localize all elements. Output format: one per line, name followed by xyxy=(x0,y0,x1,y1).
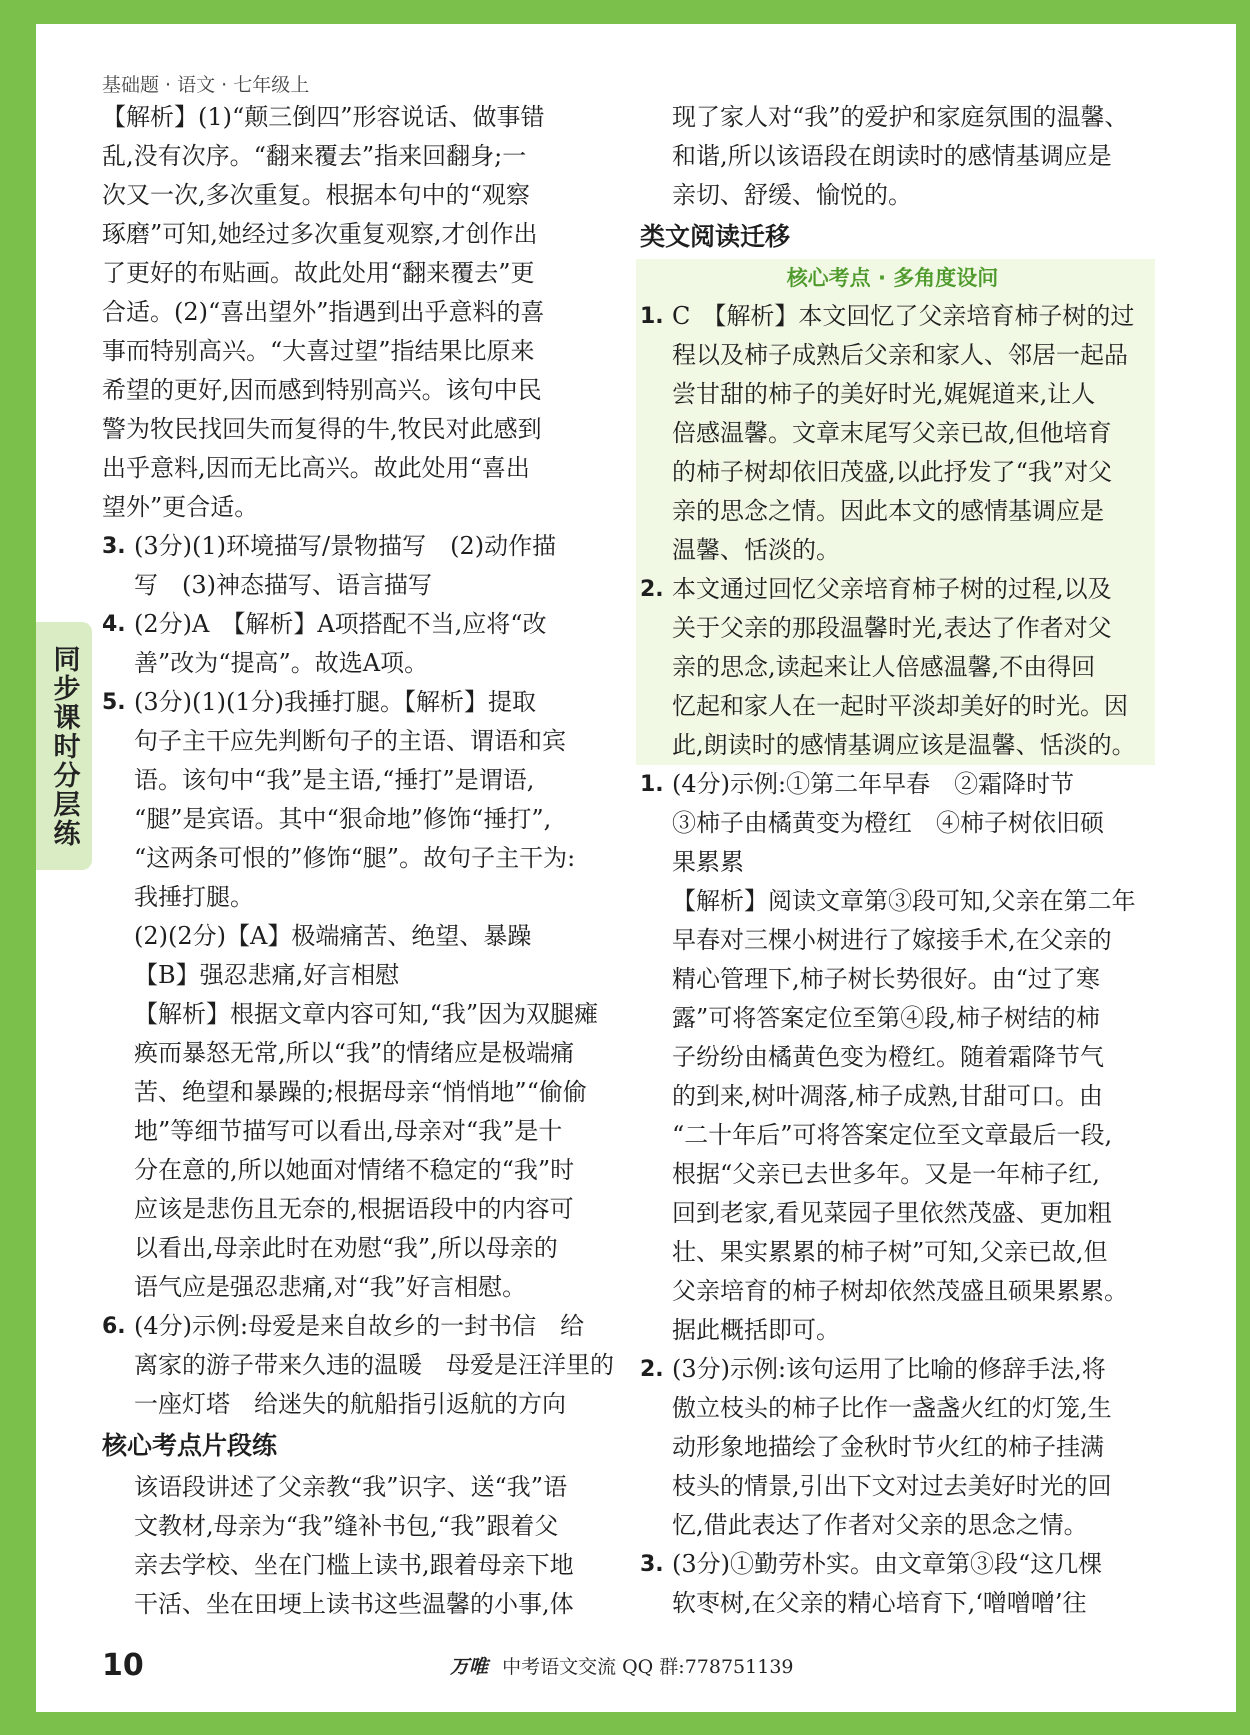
brand-logo: 万唯 xyxy=(450,1656,489,1678)
intro-analysis xyxy=(102,98,612,527)
text-line: 干活、坐在田埂上读书这些温馨的小事,体 xyxy=(134,1590,574,1618)
text-line: 希望的更好,因而感到特别高兴。该句中民 xyxy=(102,376,542,404)
text-line: 壮、果实累累的柿子树”可知,父亲已故,但 xyxy=(672,1238,1108,1266)
core-practice-text xyxy=(102,1468,612,1624)
item-number: 2. xyxy=(640,1357,664,1382)
item-number: 2. xyxy=(640,577,664,602)
frame-left-border xyxy=(0,0,36,1735)
text-line: 的柿子树却依旧茂盛,以此抒发了“我”对父 xyxy=(672,458,1113,486)
text-line: 父亲培育的柿子树却依然茂盛且硕果累累。 xyxy=(672,1277,1128,1305)
text-line: (3分)示例:该句运用了比喻的修辞手法,将 xyxy=(672,1355,1106,1383)
text-line: 分在意的,所以她面对情绪不稳定的“我”时 xyxy=(134,1156,575,1184)
text-line: 一座灯塔 给迷失的航船指引返航的方向 xyxy=(134,1390,566,1418)
text-line: 警为牧民找回失而复得的牛,牧民对此感到 xyxy=(102,415,542,443)
item-number: 5. xyxy=(102,690,126,715)
text-line: 尝甘甜的柿子的美好时光,娓娓道来,让人 xyxy=(672,380,1096,408)
section-title-transfer-reading: 类文阅读迁移 xyxy=(640,222,791,251)
text-line: 写 (3)神态描写、语言描写 xyxy=(134,571,432,599)
text-line: 据此概括即可。 xyxy=(672,1316,840,1344)
frame-bottom-border xyxy=(0,1712,1250,1735)
text-line: 倍感温馨。文章末尾写父亲已故,但他培育 xyxy=(672,419,1112,447)
text-line: 忆,借此表达了作者对父亲的思念之情。 xyxy=(672,1511,1088,1539)
text-line: 乱,没有次序。“翻来覆去”指来回翻身;一 xyxy=(102,142,527,170)
text-line: 文教材,母亲为“我”缝补书包,“我”跟着父 xyxy=(134,1512,559,1540)
text-line: 关于父亲的那段温馨时光,表达了作者对父 xyxy=(672,614,1112,642)
text-line: 本文通过回忆父亲培育柿子树的过程,以及 xyxy=(672,575,1112,603)
text-line: 枝头的情景,引出下文对过去美好时光的回 xyxy=(672,1472,1112,1500)
text-line: 早春对三棵小树进行了嫁接手术,在父亲的 xyxy=(672,926,1112,954)
item-number: 3. xyxy=(640,1552,664,1577)
item-number: 3. xyxy=(102,534,126,559)
text-line: C 【解析】本文回忆了父亲培育柿子树的过 xyxy=(672,302,1135,330)
text-line: 次又一次,多次重复。根据本句中的“观察 xyxy=(102,181,530,209)
text-line: (4分)示例:①第二年早春 ②霜降时节 xyxy=(672,770,1075,798)
text-line: 了更好的布贴画。故此处用“翻来覆去”更 xyxy=(102,259,535,287)
text-line: 痪而暴怒无常,所以“我”的情绪应是极端痛 xyxy=(134,1039,575,1067)
text-line: 动形象地描绘了金秋时节火红的柿子挂满 xyxy=(672,1433,1104,1461)
text-line: 离家的游子带来久违的温暖 母爱是汪洋里的 xyxy=(134,1351,614,1379)
text-line: 亲切、舒缓、愉悦的。 xyxy=(672,181,912,209)
text-line: 【解析】阅读文章第③段可知,父亲在第二年 xyxy=(672,887,1136,915)
footer-text: 中考语文交流 QQ 群:778751139 xyxy=(502,1656,794,1678)
text-line: 的到来,树叶凋落,柿子成熟,甘甜可口。由 xyxy=(672,1082,1103,1110)
text-line: “这两条可恨的”修饰“腿”。故句子主干为: xyxy=(134,844,576,872)
answer-item-r1 xyxy=(640,765,1145,1350)
text-line: 忆起和家人在一起时平淡却美好的时光。因 xyxy=(672,692,1128,720)
text-line: 【B】强忍悲痛,好言相慰 xyxy=(134,961,400,989)
text-line: (3分)(1)环境描写/景物描写 (2)动作描 xyxy=(134,532,557,560)
side-tab-label: 同步课时分层练 xyxy=(48,644,80,848)
right-column xyxy=(640,98,1145,1623)
answer-item-5 xyxy=(102,683,612,1307)
text-line: 应该是悲伤且无奈的,根据语段中的内容可 xyxy=(134,1195,574,1223)
text-line: 回到老家,看见菜园子里依然茂盛、更加粗 xyxy=(672,1199,1112,1227)
section-title-core-practice: 核心考点片段练 xyxy=(102,1431,278,1460)
frame-right-border xyxy=(1236,0,1250,1735)
text-line: 善”改为“提高”。故选A项。 xyxy=(134,649,429,677)
text-line: 露”可将答案定位至第④段,柿子树结的柿 xyxy=(672,1004,1100,1032)
text-line: ③柿子由橘黄变为橙红 ④柿子树依旧硕 xyxy=(672,809,1104,837)
text-line: 程以及柿子成熟后父亲和家人、邻居一起品 xyxy=(672,341,1128,369)
text-line: 事而特别高兴。“大喜过望”指结果比原来 xyxy=(102,337,535,365)
item-number: 4. xyxy=(102,612,126,637)
text-line: 软枣树,在父亲的精心培育下,‘噌噌噌’往 xyxy=(672,1589,1087,1617)
text-line: 语。该句中“我”是主语,“捶打”是谓语, xyxy=(134,766,535,794)
text-line: (2)(2分)【A】极端痛苦、绝望、暴躁 xyxy=(134,922,532,950)
text-line: 合适。(2)“喜出望外”指遇到出乎意料的喜 xyxy=(102,298,545,326)
item-number: 1. xyxy=(640,304,664,329)
side-tab xyxy=(36,622,92,870)
text-line: 语气应是强忍悲痛,对“我”好言相慰。 xyxy=(134,1273,527,1301)
text-line: 地”等细节描写可以看出,母亲对“我”是十 xyxy=(134,1117,563,1145)
answer-item-6 xyxy=(102,1307,612,1424)
text-line: 苦、绝望和暴躁的;根据母亲“悄悄地”“偷偷 xyxy=(134,1078,587,1106)
text-line: “二十年后”可将答案定位至文章最后一段, xyxy=(672,1121,1113,1149)
text-line: 句子主干应先判断句子的主语、谓语和宾 xyxy=(134,727,566,755)
text-line: 此,朗读时的感情基调应该是温馨、恬淡的。 xyxy=(672,731,1136,759)
green-item-1 xyxy=(640,297,1145,570)
left-column xyxy=(102,98,612,1624)
text-line: 该语段讲述了父亲教“我”识字、送“我”语 xyxy=(134,1473,568,1501)
footer xyxy=(450,1652,794,1679)
text-line: (2分)A 【解析】A项搭配不当,应将“改 xyxy=(134,610,547,638)
running-header: 基础题 · 语文 · 七年级上 xyxy=(102,74,310,96)
text-line: 现了家人对“我”的爱护和家庭氛围的温馨、 xyxy=(672,103,1129,131)
text-line: 和谐,所以该语段在朗读时的感情基调应是 xyxy=(672,142,1112,170)
item-number: 6. xyxy=(102,1314,126,1339)
answer-item-r3 xyxy=(640,1545,1145,1623)
frame-top-border xyxy=(0,0,1250,24)
text-line: (3分)①勤劳朴实。由文章第③段“这几棵 xyxy=(672,1550,1103,1578)
text-line: 精心管理下,柿子树长势很好。由“过了寒 xyxy=(672,965,1100,993)
continued-text xyxy=(640,98,1145,215)
text-line: 亲去学校、坐在门槛上读书,跟着母亲下地 xyxy=(134,1551,574,1579)
sub-banner: 核心考点 · 多角度设问 xyxy=(786,266,999,290)
answer-item-r2 xyxy=(640,1350,1145,1545)
text-line: 【解析】(1)“颠三倒四”形容说话、做事错 xyxy=(102,103,545,131)
item-number: 1. xyxy=(640,772,664,797)
text-line: 以看出,母亲此时在劝慰“我”,所以母亲的 xyxy=(134,1234,558,1262)
text-line: 琢磨”可知,她经过多次重复观察,才创作出 xyxy=(102,220,538,248)
text-line: 子纷纷由橘黄色变为橙红。随着霜降节气 xyxy=(672,1043,1104,1071)
multi-angle-box xyxy=(636,259,1155,765)
page-number: 10 xyxy=(102,1648,144,1683)
green-item-2 xyxy=(640,570,1145,765)
answer-item-4 xyxy=(102,605,612,683)
text-line: (4分)示例:母爱是来自故乡的一封书信 给 xyxy=(134,1312,585,1340)
text-line: 果累累 xyxy=(672,848,744,876)
text-line: 望外”更合适。 xyxy=(102,493,259,521)
text-line: 出乎意料,因而无比高兴。故此处用“喜出 xyxy=(102,454,530,482)
text-line: (3分)(1)(1分)我捶打腿。【解析】提取 xyxy=(134,688,536,716)
text-line: 亲的思念,读起来让人倍感温馨,不由得回 xyxy=(672,653,1096,681)
text-line: 温馨、恬淡的。 xyxy=(672,536,840,564)
text-line: 亲的思念之情。因此本文的感情基调应是 xyxy=(672,497,1104,525)
text-line: 傲立枝头的柿子比作一盏盏火红的灯笼,生 xyxy=(672,1394,1112,1422)
text-line: “腿”是宾语。其中“狠命地”修饰“捶打”, xyxy=(134,805,552,833)
text-line: 根据“父亲已去世多年。又是一年柿子红, xyxy=(672,1160,1100,1188)
answer-item-3 xyxy=(102,527,612,605)
text-line: 我捶打腿。 xyxy=(134,883,254,911)
text-line: 【解析】根据文章内容可知,“我”因为双腿瘫 xyxy=(134,1000,599,1028)
